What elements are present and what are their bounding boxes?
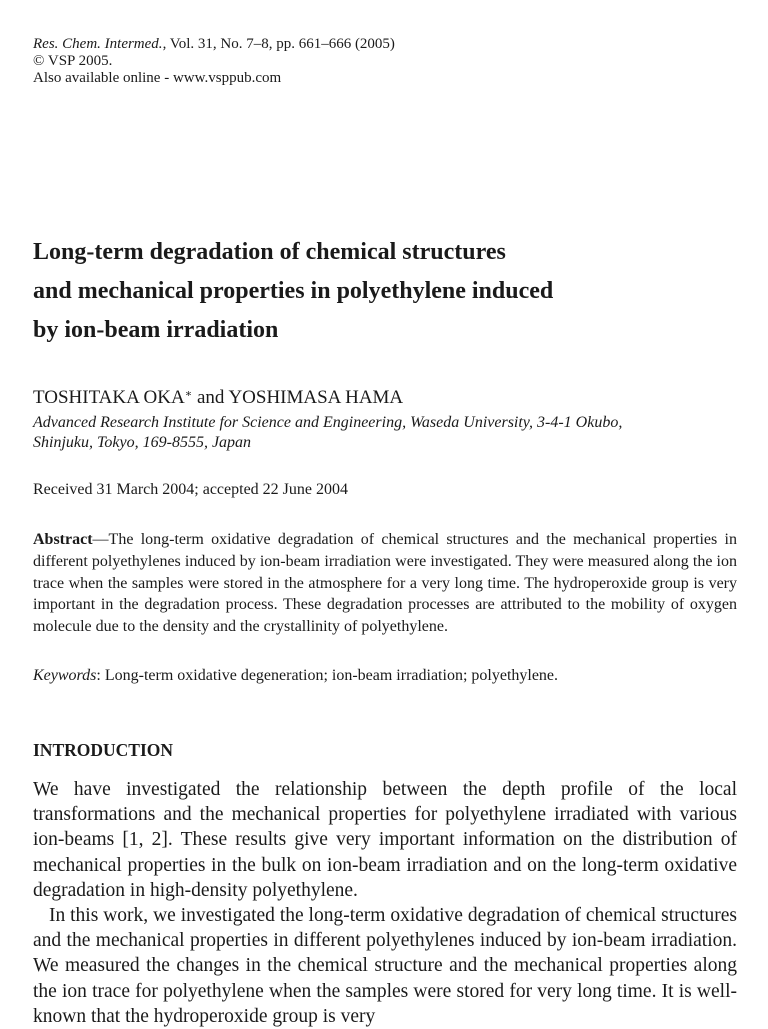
affiliation-line: Shinjuku, Tokyo, 169-8555, Japan — [33, 434, 252, 451]
journal-name: Res. Chem. Intermed. — [33, 36, 163, 52]
title-line: and mechanical properties in polyethylene induced — [33, 278, 554, 304]
journal-header — [33, 36, 737, 87]
keywords — [33, 666, 737, 686]
keywords-label: Keywords — [33, 667, 97, 684]
abstract-label: Abstract — [33, 531, 93, 548]
journal-volume-pages: , Vol. 31, No. 7–8, pp. 661–666 (2005) — [162, 36, 395, 52]
body-paragraph: In this work, we investigated the long-term oxidative degradation of chemical structures and the mechanical properties in different polyethylenes induced by ion-beam irradiation. We measured the changes in the chemical structure and the mechanical properties along the ion trace for polyethylene when the samples were stored for very long time. It is well-known that the hydroperoxide group is very — [33, 905, 737, 1027]
received-dates: Received 31 March 2004; accepted 22 June 2004 — [33, 481, 349, 498]
corresponding-author-marker: ∗ — [184, 388, 193, 400]
title-line: Long-term degradation of chemical structures — [33, 239, 506, 265]
author-first: TOSHITAKA OKA — [33, 387, 185, 408]
copyright-line: © VSP 2005. — [33, 53, 113, 69]
abstract — [33, 529, 737, 638]
paper-title — [33, 233, 737, 350]
keywords-text: : Long-term oxidative degeneration; ion-beam irradiation; polyethylene. — [96, 667, 559, 684]
title-line: by ion-beam irradiation — [33, 317, 279, 343]
abstract-text: —The long-term oxidative degradation of chemical structures and the mechanical properties in different polyethylenes induced by ion-beam irradiation were investigated. They were measured along the ion trace when the samples were stored in the atmosphere for a very long time. The hydroperoxide group is very important in the degradation process. These degradation processes are attributed to the mobility of oxygen molecule due to the density and the crystallinity of polyethylene. — [33, 531, 737, 636]
author-connector: and — [192, 387, 229, 408]
body-paragraph: We have investigated the relationship between the depth profile of the local transformations and the mechanical properties for polyethylene irradiated with various ion-beams [1, 2]. These results give very important information on the distribution of mechanical properties in the bulk on ion-beam irradiation and on the long-term oxidative degradation in high-density polyethylene. — [33, 779, 737, 901]
journal-citation — [33, 36, 737, 53]
author-affiliation — [33, 413, 737, 453]
section-heading-introduction: INTRODUCTION — [33, 740, 174, 760]
introduction-body — [33, 777, 737, 1029]
affiliation-line: Advanced Research Institute for Science and Engineering, Waseda University, 3-4-1 Okubo, — [33, 414, 623, 431]
availability-line: Also available online - www.vsppub.com — [33, 70, 282, 86]
author-list — [33, 382, 403, 410]
author-second: YOSHIMASA HAMA — [228, 387, 404, 408]
